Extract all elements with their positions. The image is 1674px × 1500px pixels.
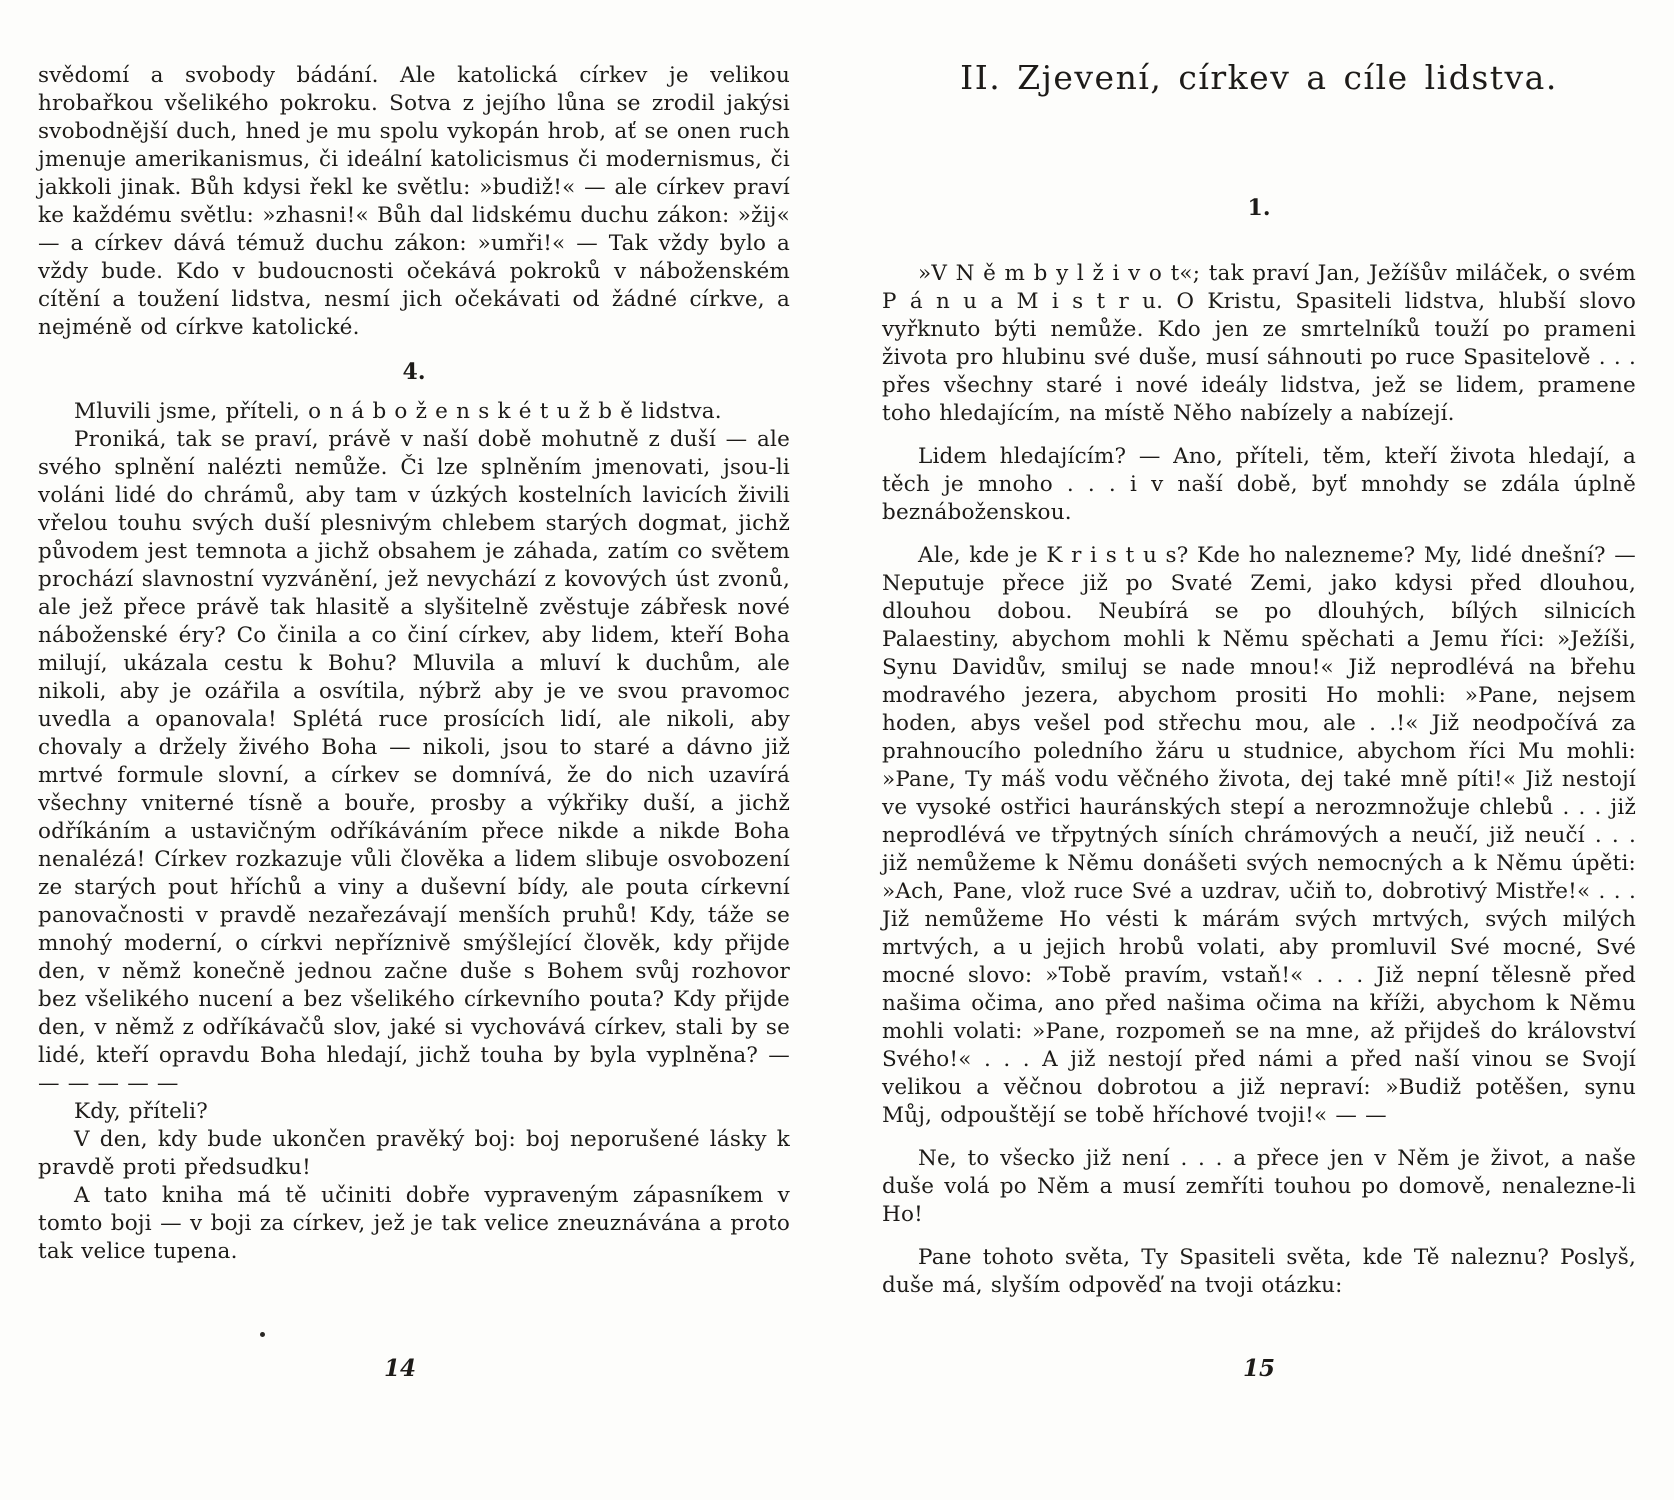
section-number-heading: 1. <box>1247 195 1271 221</box>
paragraph: Ne, to všecko již není . . . a přece jen v Něm je život, a naše duše volá po Něm a musí zemříti touhou po domově, nenalezne-li Ho! <box>882 1146 1636 1227</box>
page-number-left: 14 <box>383 1355 416 1382</box>
paragraph: Ale, kde je K r i s t u s? Kde ho nalezneme? My, lidé dnešní? — Neputuje přece již po Svaté Zemi, jako kdysi před dlouhou, dlouhou dobou. Neubírá se po dlouhých, bílých silnicích Palaestiny, abychom mohli k Němu spěchati a Jemu říci: »Ježíši, Synu Davidův, smiluj se nade mnou!« Již neprodlévá na břehu modravého jezera, abychom prositi Ho mohli: »Pane, nejsem hoden, abys vešel pod střechu mou, ale . .!« Již neodpočívá za prahnoucího poledního žáru u studnice, abychom říci Mu mohli: »Pane, Ty máš vodu věčného života, dej také mně píti!« Již nestojí ve vysoké ostřici hauránských stepí a nerozmnožuje chlebů . . . již neprodlévá ve třpytných síních chrámových a neučí, již neučí . . . již nemůžeme k Němu donášeti svých nemocných a k Němu úpěti: »Ach, Pane, vlož ruce Své a uzdrav, učiň to, dobrotivý Mistře!« . . . Již nemůžeme Ho vésti k márám svých mrtvých, svých milých mrtvých, a u jejich hrobů volati, aby promluvil Své mocné, Své mocné slovo: »Tobě pravím, vstaň!« . . . Již nepní tělesně před našima očima, ano před našima očima na kříži, abychom k Němu mohli volati: »Pane, rozpomeň se na mne, až přijdeš do království Svého!« . . . A již nestojí před námi a před naší vinou se Svojí velikou a věčnou dobrotou a již nepraví: »Budiž potěšen, synu Můj, odpouštějí se tobě hříchové tvoji!« — — <box>882 543 1636 1128</box>
paragraph: »V N ě m b y l ž i v o t«; tak praví Jan, Ježíšův miláček, o svém P á n u a M i s t r u. O Kristu, Spasiteli lidstva, hlubší slovo vyřknuto býti nemůže. Kdo jen ze smrtelníků touží po prameni života pro hlubinu své duše, musí sáhnouti po ruce Spasitelově . . . přes všechny staré i nové ideály lidstva, jež se lidem, pramene toho hledajícím, na místě Něho nabízely a nabízejí. <box>882 261 1636 426</box>
page-right <box>882 0 1636 1460</box>
page-left-body <box>38 62 790 1266</box>
paragraph: Pane tohoto světa, Ty Spasiteli světa, kde Tě naleznu? Poslyš, duše má, slyším odpověď na tvoji otázku: <box>882 1245 1636 1298</box>
paragraph: svědomí a svobody bádání. Ale katolická církev je velikou hrobařkou všelikého pokroku. Sotva z jejího lůna se zrodil jakýsi svobodnější duch, hned je mu spolu vykopán hrob, ať se onen ruch jmenuje amerikanismus, či ideální katolicismus či modernismus, či jakkoli jinak. Bůh kdysi řekl ke světlu: »budiž!« — ale církev praví ke každému světlu: »zhasni!« Bůh dal lidskému duchu zákon: »žij« — a církev dává témuž duchu zákon: »umři!« — Tak vždy bylo a vždy bude. Kdo v budoucnosti očekává pokroků v náboženském cítění a toužení lidstva, nesmí jich očekávati od žádné církve, a nejméně od církve katolické. <box>38 63 790 340</box>
paragraph: Proniká, tak se praví, právě v naší době mohutně z duší — ale svého splnění nalézti nemůže. Či lze splněním jmenovati, jsou-li voláni lidé do chrámů, aby tam v úzkých kostelních lavicích živili vřelou touhu svých duší plesnivým chlebem starých dogmat, jichž původem jest temnota a jichž obsahem je záhada, zatím co světem prochází slavnostní vyzvánění, jež nevychází z kovových úst zvonů, ale jež přece právě tak hlasitě a slyšitelně zvěstuje zábřesk nové náboženské éry? Co činila a co činí církev, aby lidem, kteří Boha milují, ukázala cestu k Bohu? Mluvila a mluví k duchům, ale nikoli, aby je ozářila a osvítila, nýbrž aby je ve svou pravomoc uvedla a opanovala! Splétá ruce prosících lidí, ale nikoli, aby chovaly a držely živého Boha — nikoli, jsou to staré a dávno již mrtvé formule slovní, a církev se domnívá, že do nich uzavírá všechny vniterné tísně a bouře, prosby a výkřiky duší, a jichž odříkáním a ustavičným odříkáváním přece nikde a nikde Boha nenalézá! Církev rozkazuje vůli člověka a lidem slibuje osvobození ze starých pout hříchů a viny a duševní bídy, ale pouta církevní panovačnosti v pravdě nezařezávají menších pruhů! Kdy, táže se mnohý moderní, o církvi nepříznivě smýšlející člověk, kdy přijde den, v němž konečně jednou začne duše s Bohem svůj rozhovor bez všelikého nucení a bez všelikého církevního pouta? Kdy přijde den, v němž z odříkávačů slov, jaké si vychovává církev, stali by se lidé, kteří opravdu Boha hledají, jichž touha by byla vyplněna? — — — — — — <box>38 427 790 1096</box>
paragraph: V den, kdy bude ukončen pravěký boj: boj neporušené lásky k pravdě proti předsudku! <box>38 1127 790 1180</box>
page-number-right: 15 <box>1242 1355 1275 1382</box>
paragraph: Lidem hledajícím? — Ano, příteli, těm, kteří života hledají, a těch je mnoho . . . i v naší době, byť mnohdy se zdála úplně beznáboženskou. <box>882 444 1636 525</box>
section-number-heading: 4. <box>402 359 426 385</box>
page-right-body <box>882 58 1636 1315</box>
page-left <box>38 0 790 1460</box>
paragraph: Mluvili jsme, příteli, o n á b o ž e n s k é t u ž b ě lidstva. <box>74 399 722 424</box>
print-artifact-dot <box>260 1332 265 1337</box>
paragraph: Kdy, příteli? <box>74 1099 208 1124</box>
paragraph: A tato kniha má tě učiniti dobře vypraveným zápasníkem v tomto boji — v boji za církev, jež je tak velice zneuznávána a proto tak velice tupena. <box>38 1183 790 1264</box>
chapter-title: II. Zjevení, církev a cíle lidstva. <box>960 58 1558 97</box>
